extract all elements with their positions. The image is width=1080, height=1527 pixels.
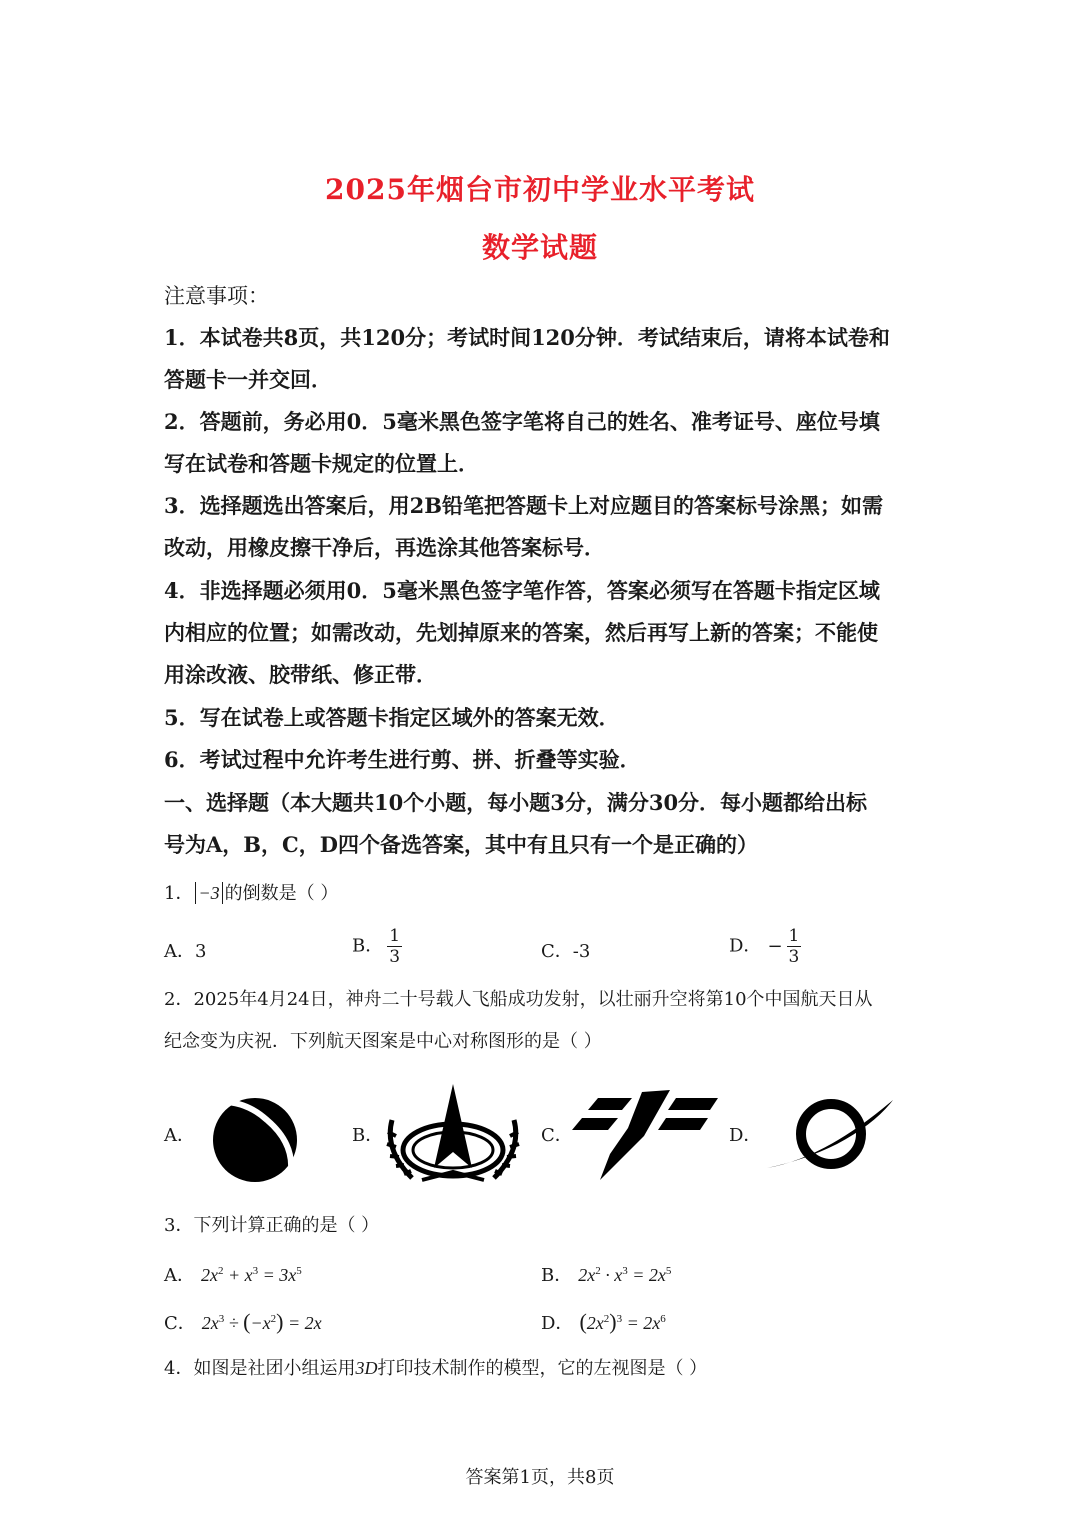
q2-option-c-label: C． (541, 1125, 573, 1146)
exam-subtitle: 数学试题 (481, 231, 598, 264)
note-line: 6．考试过程中允许考生进行剪、拼、折叠等实验． (164, 747, 641, 772)
question-1-stem: 1． −3 的倒数是（ ） (164, 883, 339, 904)
notes-heading: 注意事项： (164, 284, 269, 308)
note-line: 5．写在试卷上或答题卡指定区域外的答案无效． (164, 705, 620, 730)
q1-option-c: C．-3 (541, 941, 591, 962)
page-footer: 答案第1页，共8页 (465, 1467, 615, 1488)
section-heading: 一、选择题（本大题共10个小题，每小题3分，满分30分．每小题都给出标 (164, 790, 868, 815)
note-line: 内相应的位置；如需改动，先划掉原来的答案，然后再写上新的答案；不能使 (164, 620, 878, 645)
question-2-stem-cont: 纪念变为庆祝．下列航天图案是中心对称图形的是（ ） (164, 1031, 602, 1052)
compass-wreath-emblem-icon (382, 1080, 524, 1190)
note-line: 2．答题前，务必用0．5毫米黑色签字笔将自己的姓名、准考证号、座位号填 (164, 409, 880, 434)
circle-emblem-icon (205, 1090, 305, 1185)
q3-option-b: B． $2x^2 \cdot x^3 = 2x^5$ (541, 1265, 672, 1286)
note-line: 1．本试卷共8页，共120分；考试时间120分钟．考试结束后，请将本试卷和 (164, 325, 890, 350)
q1-option-d: D． − $\frac{1}{3}$ (729, 926, 800, 967)
q2-option-d-label: D． (729, 1125, 762, 1146)
note-line: 3．选择题选出答案后，用2B铅笔把答题卡上对应题目的答案标号涂黑；如需 (164, 493, 883, 518)
note-line: 改动，用橡皮擦干净后，再选涂其他答案标号． (164, 535, 605, 560)
q1-option-a: A．3 (164, 941, 207, 962)
note-line: 答题卡一并交回． (164, 367, 332, 392)
question-2-stem: 2．2025年4月24日，神舟二十号载人飞船成功发射，以壮丽升空将第10个中国航天日从 (164, 989, 873, 1010)
absolute-value: −3 (195, 882, 222, 904)
section-heading-cont: 号为A，B，C，D四个备选答案，其中有且只有一个是正确的） (164, 832, 758, 857)
q3-option-d: D． $(2x^2)^3 = 2x^6$ (541, 1309, 666, 1334)
q2-option-a-label: A． (164, 1125, 195, 1146)
wing-emblem-icon (570, 1088, 720, 1180)
q2-option-b-label: B． (352, 1125, 384, 1146)
fraction: $\frac{1}{3}$ (389, 926, 401, 967)
q3-option-c: C． $2x^3 \div (-x^2) = 2x$ (164, 1309, 322, 1334)
note-line: 写在试卷和答题卡规定的位置上． (164, 451, 479, 476)
exam-title: 2025年烟台市初中学业水平考试 (325, 173, 755, 206)
q1-option-b: B． $\frac{1}{3}$ (352, 926, 401, 967)
note-line: 用涂改液、胶带纸、修正带． (164, 662, 437, 687)
q3-option-a: A． $2x^2 + x^3 = 3x^5$ (164, 1265, 302, 1286)
question-3-stem: 3．下列计算正确的是（ ） (164, 1215, 380, 1236)
orbit-emblem-icon (765, 1094, 897, 1174)
fraction: $\frac{1}{3}$ (788, 926, 800, 967)
note-line: 4．非选择题必须用0．5毫米黑色签字笔作答，答案必须写在答题卡指定区域 (164, 578, 880, 603)
question-4-stem: 4．如图是社团小组运用3D打印技术制作的模型，它的左视图是（ ） (164, 1358, 708, 1379)
